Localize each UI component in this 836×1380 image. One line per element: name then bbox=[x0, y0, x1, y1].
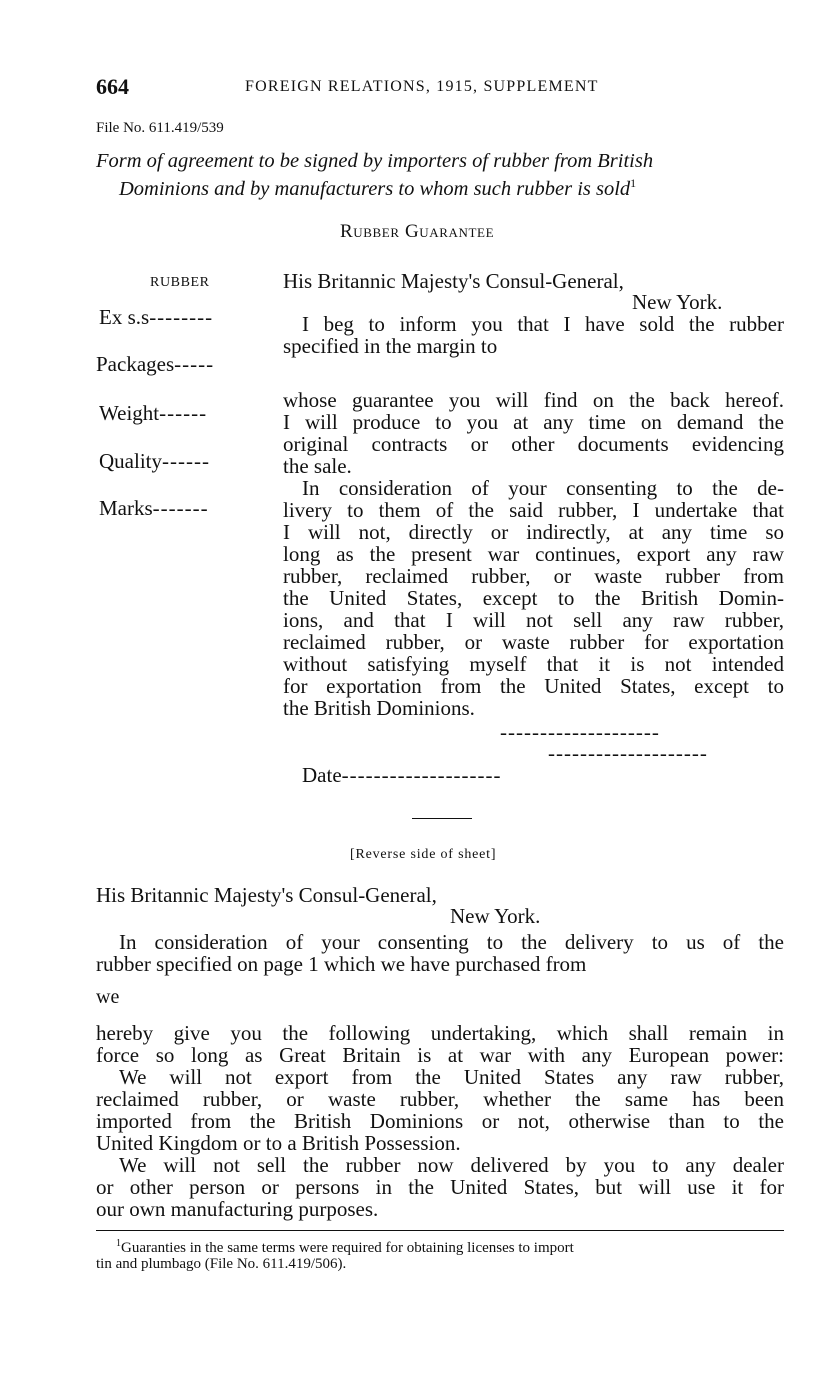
margin-field-weight bbox=[99, 402, 207, 424]
signature-line-1: -------------------- bbox=[500, 720, 660, 744]
section-title: Rubber Guarantee bbox=[340, 221, 495, 242]
doc-title-line1 bbox=[96, 150, 653, 173]
date-label: Date bbox=[302, 763, 342, 787]
margin-field-blank: ------- bbox=[152, 496, 209, 520]
margin-field-quality bbox=[99, 450, 210, 472]
letter2-line: United Kingdom or to a British Possession. bbox=[96, 1131, 461, 1155]
letter2-line: We will not sell the rubber now delivered by you to any dealer bbox=[119, 1153, 784, 1177]
margin-field-blank: ------ bbox=[159, 401, 208, 425]
letter1-line: the British Dominions. bbox=[283, 696, 475, 720]
margin-heading: RUBBER bbox=[150, 275, 210, 290]
letter2-line: we bbox=[96, 986, 120, 1008]
margin-field-blank: -------- bbox=[149, 305, 214, 329]
footnote-rule bbox=[96, 1230, 784, 1231]
letter1-line: rubber, reclaimed rubber, or waste rubber from bbox=[283, 564, 784, 588]
running-title: FOREIGN RELATIONS, 1915, SUPPLEMENT bbox=[245, 78, 599, 95]
letter1-line: ions, and that I will not sell any raw rubber, bbox=[283, 608, 784, 632]
letter1-line: livery to them of the said rubber, I undertake that bbox=[283, 498, 784, 522]
doc-title-line2 bbox=[119, 176, 636, 201]
letter2-addressee: His Britannic Majesty's Consul-General, bbox=[96, 883, 437, 907]
letter2-line: rubber specified on page 1 which we have purchased from bbox=[96, 952, 587, 976]
margin-field-packages bbox=[96, 353, 214, 375]
letter1-line: reclaimed rubber, or waste rubber for exportation bbox=[283, 630, 784, 654]
letter2-line: force so long as Great Britain is at war with any European power: bbox=[96, 1043, 784, 1067]
letter1-line: I beg to inform you that I have sold the rubber bbox=[302, 312, 784, 336]
letter1-line: I will not, directly or indirectly, at any time so bbox=[283, 520, 784, 544]
letter2-line: hereby give you the following undertaking, which shall remain in bbox=[96, 1021, 784, 1045]
signature-line-2: -------------------- bbox=[548, 741, 708, 765]
letter1-line: whose guarantee you will find on the back hereof. bbox=[283, 388, 784, 412]
doc-title-text1: Form of agreement to be signed by importers of rubber from British bbox=[96, 150, 654, 172]
letter1-addressee: His Britannic Majesty's Consul-General, bbox=[283, 269, 624, 293]
section-divider bbox=[412, 818, 472, 819]
margin-field-label: Packages bbox=[96, 352, 175, 376]
footnote-marker: 1 bbox=[116, 1238, 121, 1249]
letter1-line: long as the present war continues, export any raw bbox=[283, 542, 784, 566]
letter1-line: the sale. bbox=[283, 454, 352, 478]
page-number: 664 bbox=[96, 74, 129, 99]
margin-field-marks bbox=[99, 497, 209, 519]
letter1-line: the United States, except to the British Domin- bbox=[283, 586, 784, 610]
doc-title-text2: Dominions and by manufacturers to whom such rubber is sold bbox=[119, 177, 631, 200]
letter1-line: without satisfying myself that it is not intended bbox=[283, 652, 784, 676]
letter2-city: New York. bbox=[450, 904, 541, 928]
letter2-line: In consideration of your consenting to the delivery to us of the bbox=[119, 930, 784, 954]
footnote-ref: 1 bbox=[630, 176, 637, 190]
letter1-line: original contracts or other documents evidencing bbox=[283, 432, 784, 456]
letter2-line: reclaimed rubber, or waste rubber, whether the same has been bbox=[96, 1087, 784, 1111]
margin-field-blank: ------ bbox=[162, 449, 210, 473]
letter1-city: New York. bbox=[632, 290, 723, 314]
margin-field-label: Ex s.s bbox=[99, 305, 150, 329]
letter1-line: In consideration of your consenting to the de- bbox=[302, 476, 784, 500]
footnote-line1 bbox=[116, 1238, 574, 1257]
margin-field-ex-ss bbox=[99, 306, 213, 328]
file-number: File No. 611.419/539 bbox=[96, 120, 224, 136]
margin-field-blank: ----- bbox=[174, 352, 215, 376]
letter2-line: or other person or persons in the United States, but will use it for bbox=[96, 1175, 784, 1199]
footnote-line2: tin and plumbago (File No. 611.419/506). bbox=[96, 1256, 347, 1272]
margin-field-label: Marks bbox=[99, 496, 153, 520]
letter2-line: We will not export from the United States any raw rubber, bbox=[119, 1065, 784, 1089]
letter1-line: I will produce to you at any time on demand the bbox=[283, 410, 784, 434]
letter2-line: our own manufacturing purposes. bbox=[96, 1197, 379, 1221]
footnote-text1: Guaranties in the same terms were required for obtaining licenses to import bbox=[121, 1240, 574, 1256]
letter2-line: imported from the British Dominions or not, otherwise than to the bbox=[96, 1109, 784, 1133]
reverse-side-note: [Reverse side of sheet] bbox=[350, 847, 497, 862]
letter1-line: specified in the margin to bbox=[283, 334, 498, 358]
margin-field-label: Weight bbox=[99, 401, 160, 425]
letter1-line: for exportation from the United States, except to bbox=[283, 674, 784, 698]
date-blank: -------------------- bbox=[341, 763, 502, 787]
date-field bbox=[302, 764, 502, 786]
margin-field-label: Quality bbox=[99, 449, 162, 473]
